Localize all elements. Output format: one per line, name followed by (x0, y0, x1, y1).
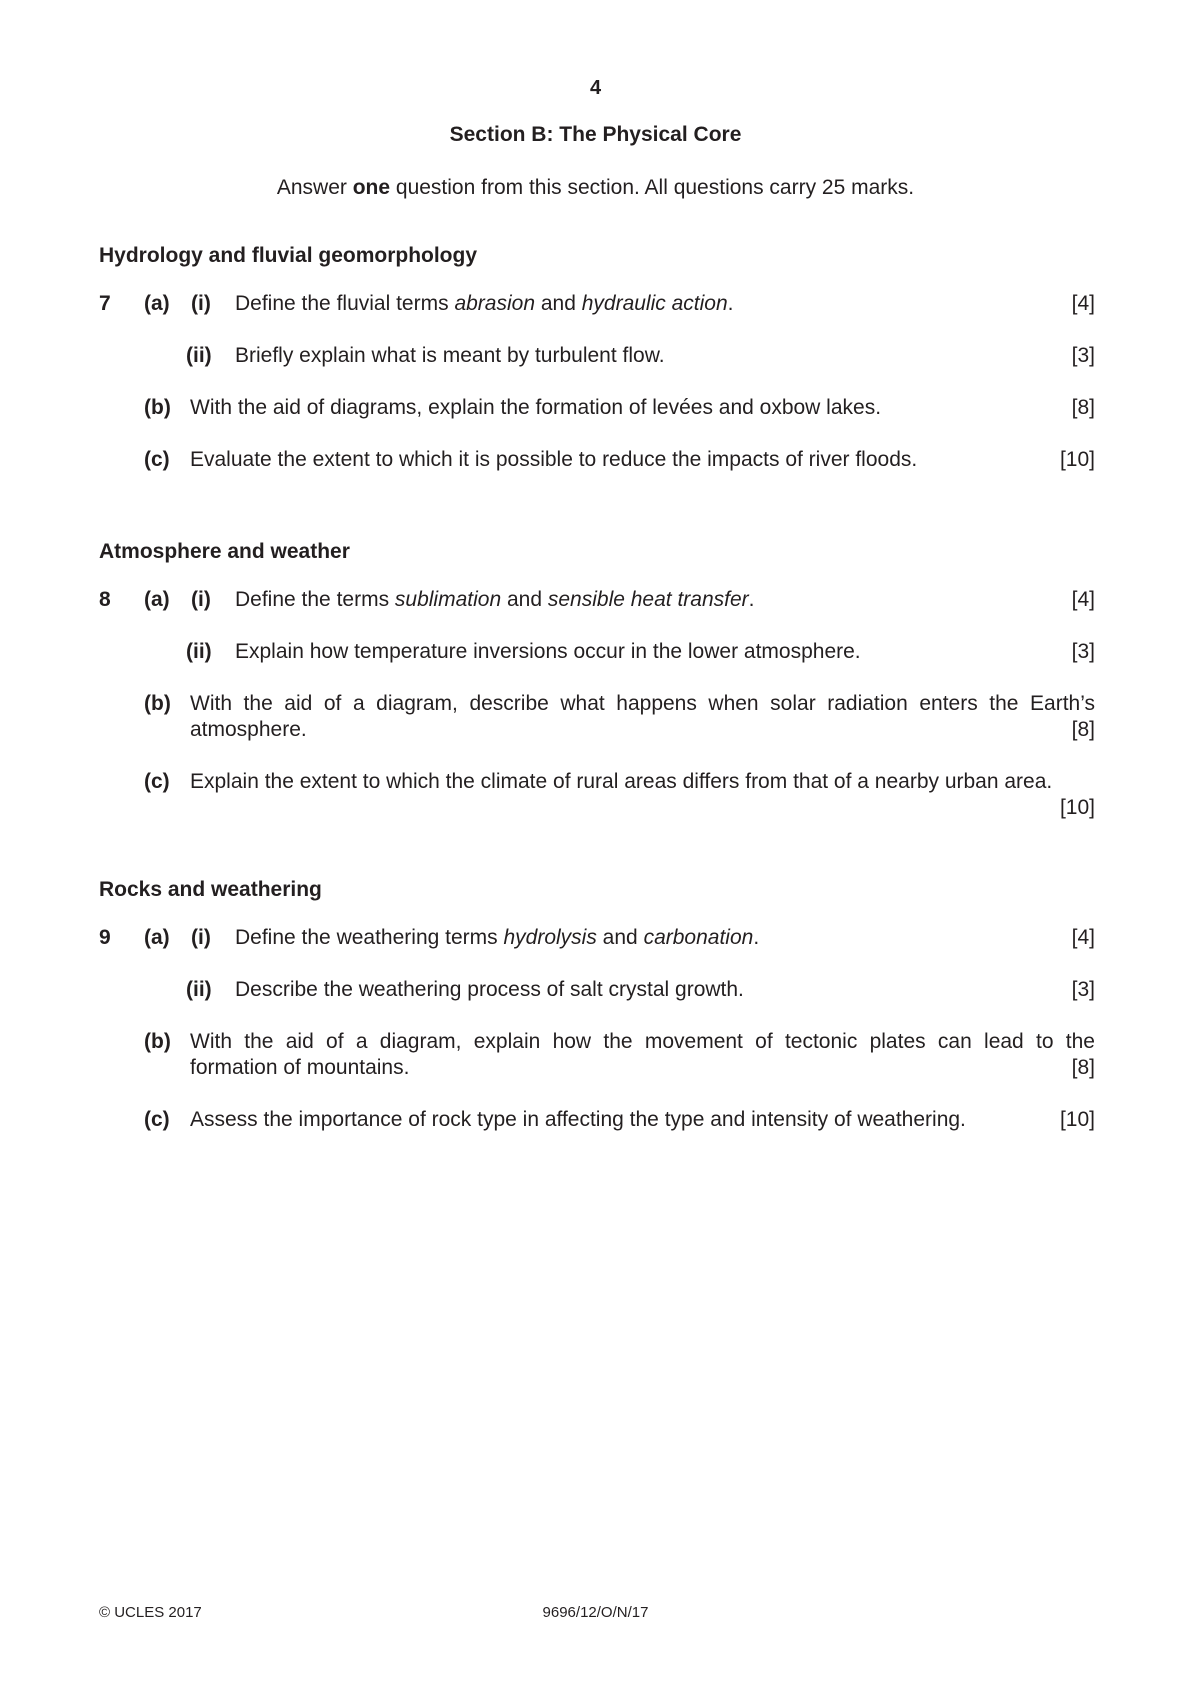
marks-label: [4] (1071, 926, 1095, 949)
text-segment: . (727, 292, 734, 315)
part-label: (b) (144, 692, 171, 715)
part-label: (a) (144, 292, 170, 315)
text-segment: Define the fluvial terms (235, 292, 455, 315)
subpart-label: (i) (191, 588, 211, 611)
part-label: (a) (144, 588, 170, 611)
question-number: 9 (99, 926, 111, 949)
question-text: Briefly explain what is meant by turbulent flow. (235, 344, 665, 367)
question-text: Explain the extent to which the climate of rural areas differs from that of a nearby urban area. (190, 770, 1053, 793)
question-text (235, 291, 1035, 317)
marks-label: [10] (1059, 796, 1095, 819)
text-segment: and (501, 588, 548, 611)
question-text (235, 587, 1035, 613)
term-italic: sublimation (394, 588, 502, 611)
text-segment: Define the weathering terms (235, 926, 504, 949)
marks-label: [10] (1059, 448, 1095, 471)
part-label: (c) (144, 1108, 170, 1131)
marks-label: [8] (1071, 718, 1095, 741)
term-italic: sensible heat transfer (547, 588, 749, 611)
question-text-line: atmosphere. (190, 718, 307, 741)
instruction-pre: Answer (276, 176, 353, 199)
text-segment: . (753, 926, 760, 949)
section-instruction (0, 175, 1191, 201)
instruction-bold: one (352, 176, 391, 199)
question-text: With the aid of diagrams, explain the formation of levées and oxbow lakes. (190, 396, 882, 419)
subpart-label: (ii) (186, 344, 212, 367)
subpart-label: (ii) (186, 978, 212, 1001)
question-text: Evaluate the extent to which it is possible to reduce the impacts of river floods. (190, 448, 918, 471)
marks-label: [4] (1071, 292, 1095, 315)
footer-paper-code: 9696/12/O/N/17 (542, 1604, 649, 1621)
marks-label: [8] (1071, 1056, 1095, 1079)
marks-label: [3] (1071, 640, 1095, 663)
term-italic: hydrolysis (503, 926, 597, 949)
marks-label: [3] (1071, 344, 1095, 367)
part-label: (c) (144, 448, 170, 471)
text-segment: and (535, 292, 582, 315)
part-label: (b) (144, 1030, 171, 1053)
part-label: (a) (144, 926, 170, 949)
question-text (235, 925, 1035, 951)
page-number: 4 (589, 77, 602, 99)
marks-label: [3] (1071, 978, 1095, 1001)
term-italic: abrasion (454, 292, 535, 315)
topic-heading: Hydrology and fluvial geomorphology (99, 244, 478, 267)
subpart-label: (ii) (186, 640, 212, 663)
text-segment: and (596, 926, 644, 949)
question-number: 7 (99, 292, 111, 315)
marks-label: [10] (1059, 1108, 1095, 1131)
instruction-post: question from this section. All questions carry 25 marks. (390, 176, 915, 199)
question-text: Explain how temperature inversions occur in the lower atmosphere. (235, 640, 861, 663)
marks-label: [8] (1071, 396, 1095, 419)
topic-heading: Atmosphere and weather (99, 540, 350, 563)
question-text-line: formation of mountains. (190, 1056, 410, 1079)
marks-label: [4] (1071, 588, 1095, 611)
section-title: Section B: The Physical Core (449, 123, 742, 146)
question-number: 8 (99, 588, 111, 611)
question-text: Describe the weathering process of salt crystal growth. (235, 978, 744, 1001)
part-label: (c) (144, 770, 170, 793)
part-label: (b) (144, 396, 171, 419)
subpart-label: (i) (191, 292, 211, 315)
footer-copyright: © UCLES 2017 (99, 1604, 202, 1621)
text-segment: . (748, 588, 755, 611)
question-text-line: With the aid of a diagram, explain how the movement of tectonic plates can lead to the (190, 1030, 1095, 1053)
topic-heading: Rocks and weathering (99, 878, 322, 901)
term-italic: carbonation (643, 926, 754, 949)
question-text-line: With the aid of a diagram, describe what happens when solar radiation enters the Earth’s (190, 692, 1095, 715)
text-segment: Define the terms (235, 588, 395, 611)
term-italic: hydraulic action (581, 292, 728, 315)
subpart-label: (i) (191, 926, 211, 949)
question-text: Assess the importance of rock type in affecting the type and intensity of weathering. (190, 1108, 966, 1131)
